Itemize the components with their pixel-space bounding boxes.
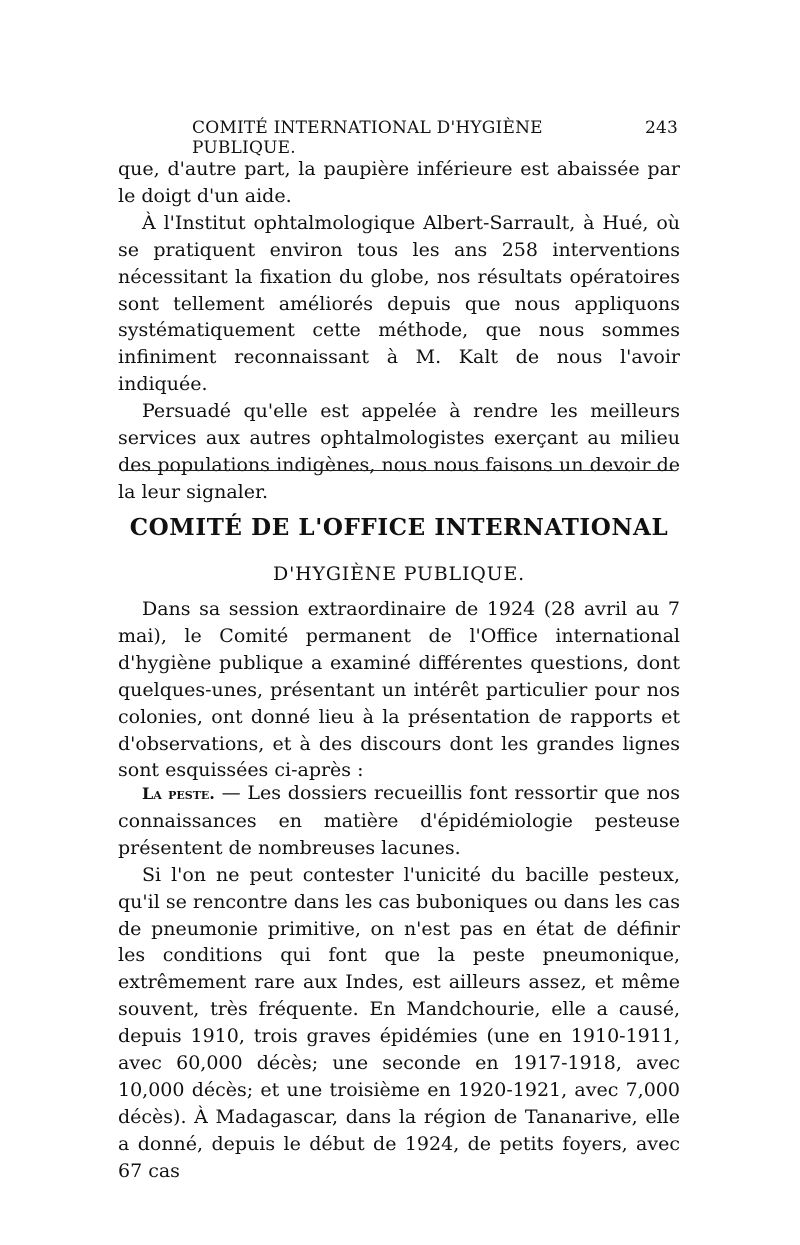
section-title: COMITÉ DE L'OFFICE INTERNATIONAL bbox=[129, 514, 669, 541]
paragraph: Dans sa session extraordinaire de 1924 (28 avril au 7 mai), le Comité permanent de l'Office international d'hygiène publique a examiné différentes questions, dont quelques-unes, présentant un intérêt particulier pour nos colonies, ont donné lieu à la présentation de rapports et d'observations, et à des discours dont les grandes lignes sont esquissées ci-après : bbox=[118, 598, 680, 782]
paragraph: que, d'autre part, la paupière inférieure est abaissée par le doigt d'un aide. bbox=[118, 158, 680, 207]
plague-section bbox=[118, 780, 680, 1185]
paragraph bbox=[118, 780, 680, 862]
session-intro bbox=[118, 596, 680, 784]
section-subtitle: D'HYGIÈNE PUBLIQUE. bbox=[273, 563, 525, 585]
plague-heading: La peste. bbox=[142, 784, 215, 803]
paragraph: À l'Institut ophtalmologique Albert-Sarrault, à Hué, où se pratiquent environ tous les ans 258 interventions nécessitant la fixation du globe, nos résultats opératoires sont tellement améliorés depuis que nous appliquons systématiquement cette méthode, que nous sommes infiniment reconnaissant à M. Kalt de nous l'avoir indiquée. bbox=[118, 211, 680, 396]
running-head bbox=[118, 118, 678, 158]
paragraph: Si l'on ne peut contester l'unicité du bacille pesteux, qu'il se rencontre dans les cas buboniques ou dans les cas de pneumonie primitive, on n'est pas en état de définir les conditions qui font que la peste pneumonique, extrêmement rare aux Indes, est ailleurs assez, et même souvent, très fréquente. En Mandchourie, elle a causé, depuis 1910, trois graves épidémies (une en 1910-1911, avec 60,000 décès; une seconde en 1917-1918, avec 10,000 décès; et une troisième en 1920-1921, avec 7,000 décès). À Madagascar, dans la région de Tananarive, elle a donné, depuis le début de 1924, de petits foyers, avec 67 cas bbox=[118, 863, 680, 1182]
ophthalmology-text bbox=[118, 156, 680, 506]
running-title: COMITÉ INTERNATIONAL D'HYGIÈNE PUBLIQUE. bbox=[192, 118, 543, 158]
page-number: 243 bbox=[644, 118, 678, 138]
plague-lead-text: — Les dossiers recueillis font ressortir que nos connaissances en matière d'épidémiologie pesteuse présentent de nombreuses lacunes. bbox=[118, 782, 680, 859]
paragraph: Persuadé qu'elle est appelée à rendre les meilleurs services aux autres ophtalmologistes exerçant au milieu des populations indigènes, nous nous faisons un devoir de la leur signaler. bbox=[118, 400, 680, 503]
section-divider bbox=[124, 470, 674, 471]
